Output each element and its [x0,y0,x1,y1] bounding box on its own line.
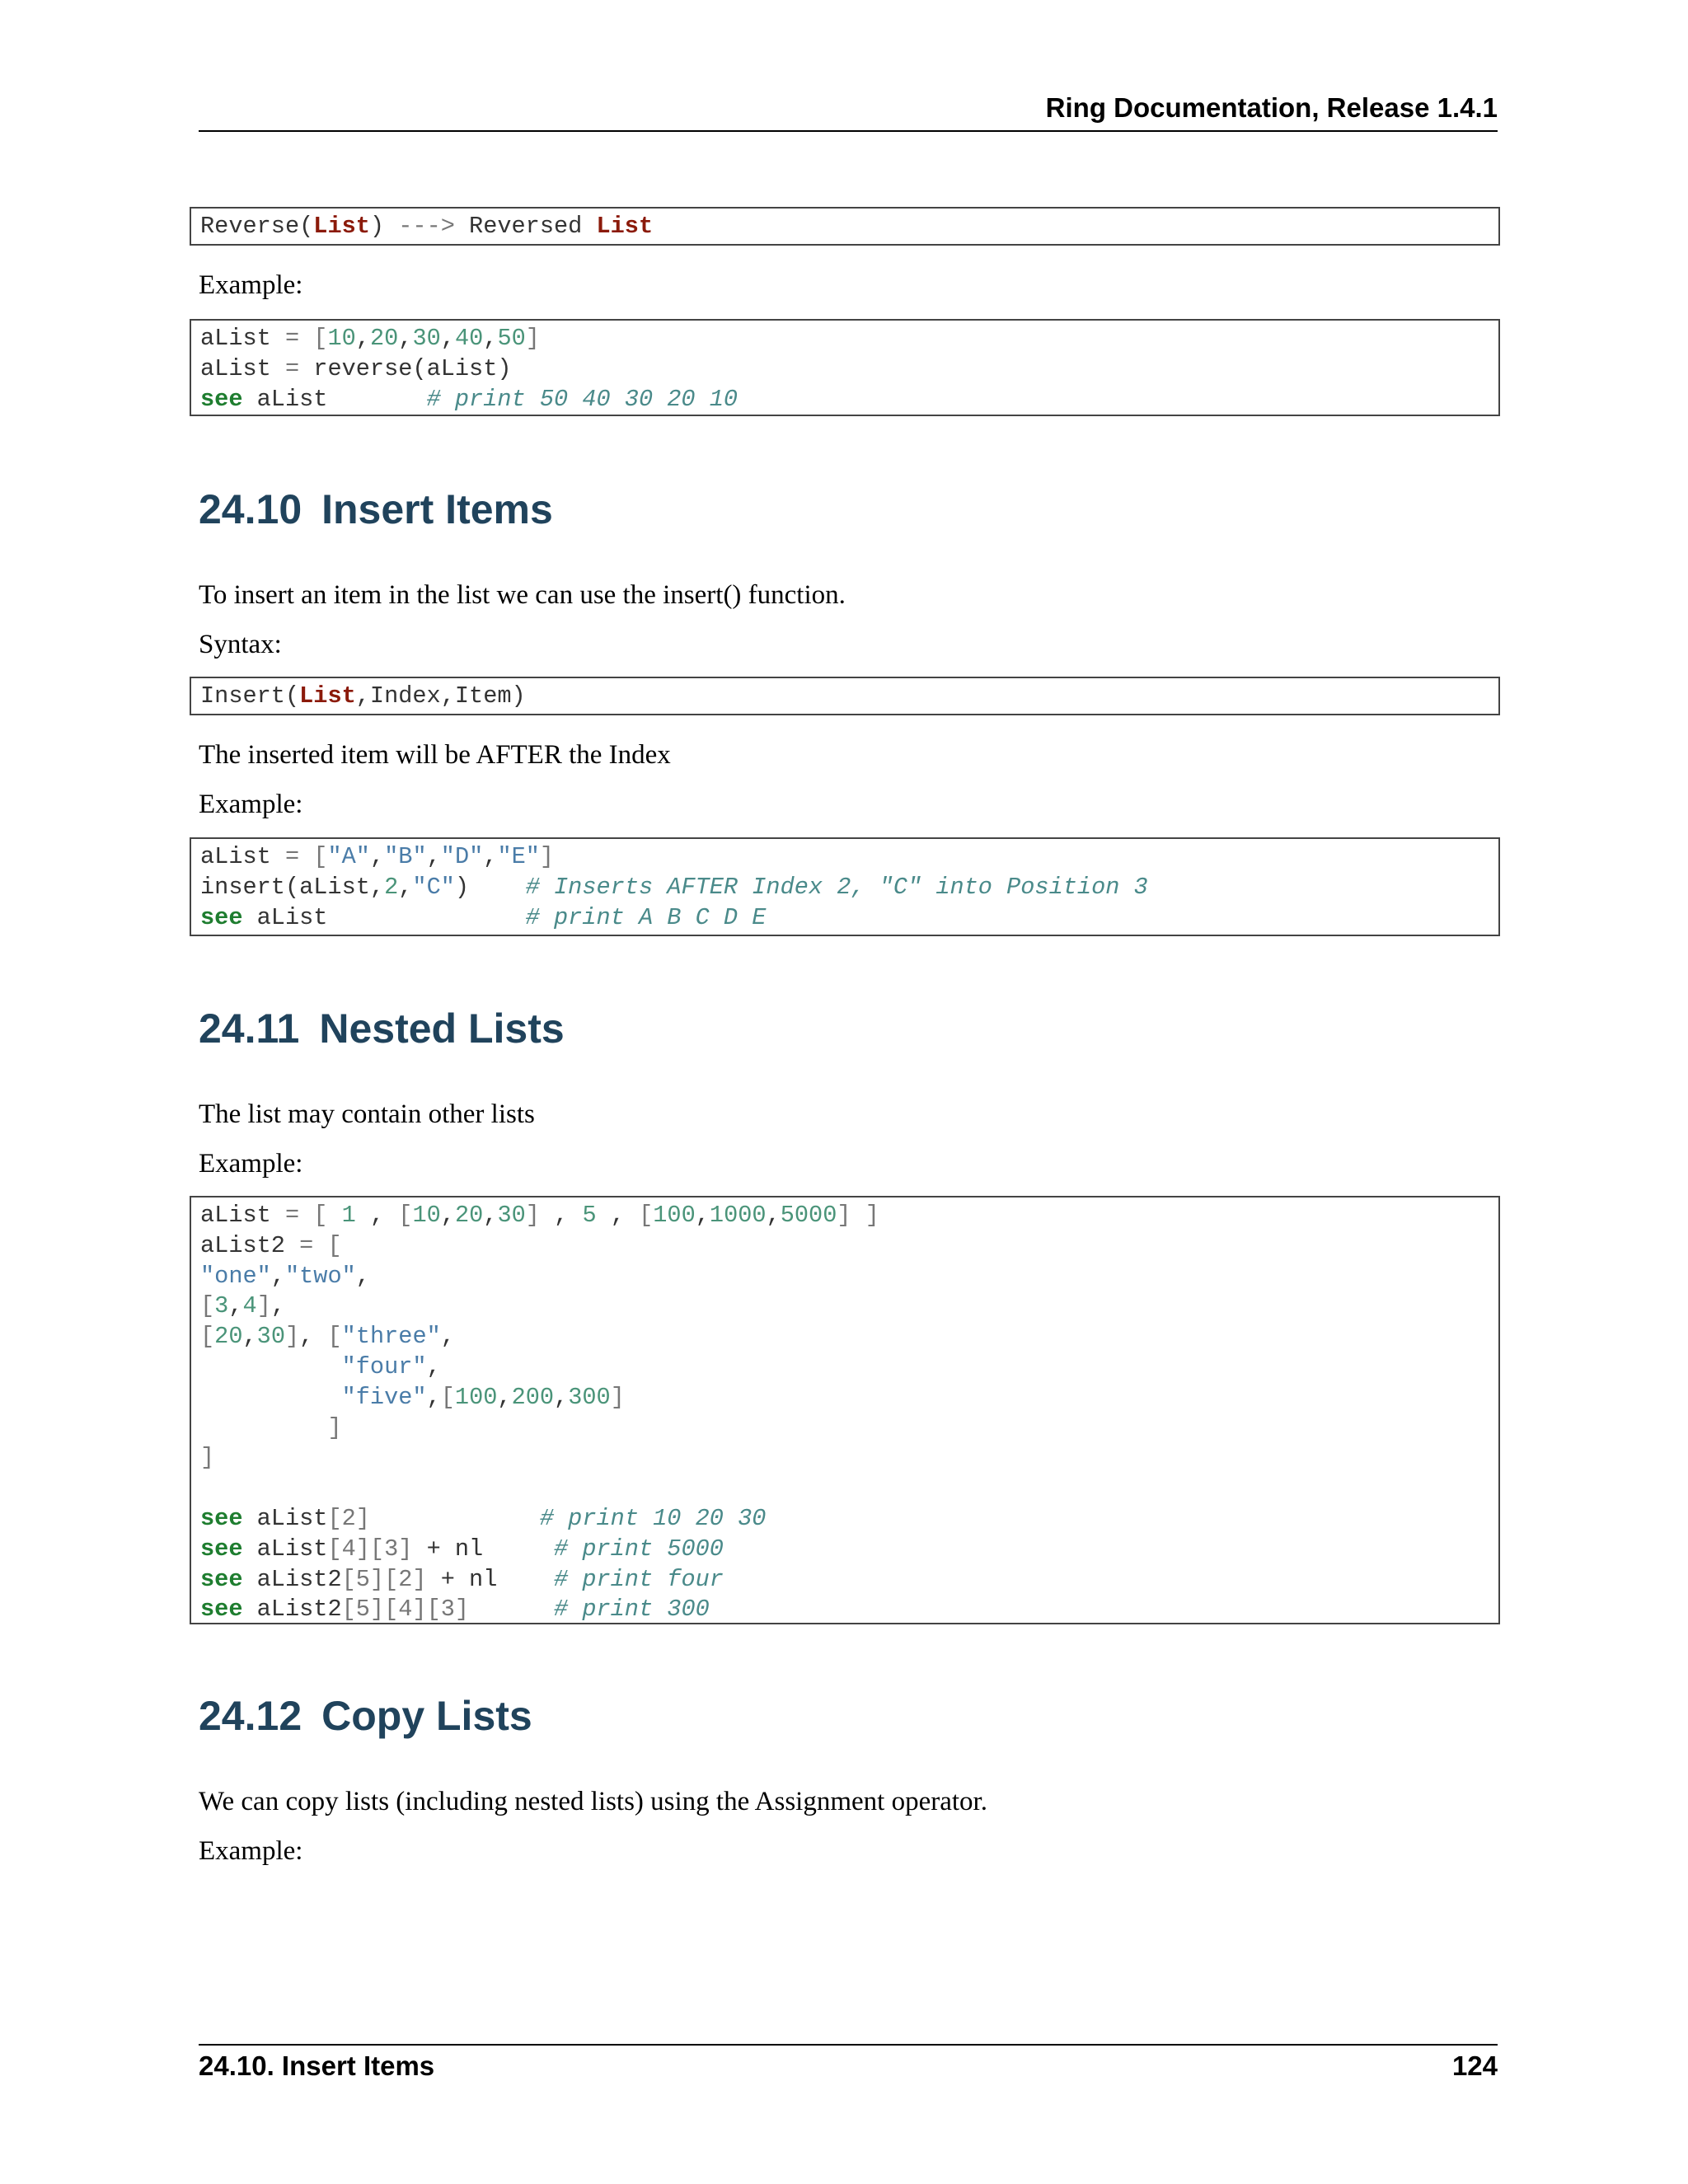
code-token: [ [313,325,328,352]
code-token: 4 [242,1292,257,1320]
code-token: aList2 [242,1565,342,1593]
code-line [200,354,1489,385]
code-token: , [242,1323,257,1351]
code-token: "C" [412,873,455,901]
code-token: Insert( [200,682,300,710]
code-token: , [440,325,455,352]
section-heading-copy-lists [199,1691,532,1741]
code-token: [ [313,843,328,870]
code-line [200,1322,1489,1352]
code-line [200,1383,1489,1413]
code-line [200,1565,1489,1596]
code-token: aList [242,1504,328,1532]
code-token: reverse(aList) [313,354,512,382]
code-token: 1 [341,1202,356,1229]
code-token: List [299,682,356,710]
paragraph: We can copy lists (including nested lists) using the Assignment operator. [199,1787,987,1816]
section-title: Nested Lists [319,1005,565,1052]
code-token: aList [200,354,285,382]
code-token: see [200,1535,243,1563]
code-token: ) [369,213,399,240]
code-token: aList2 [200,1231,300,1259]
example-label: Example: [199,270,303,300]
code-token: 1000 [709,1202,767,1229]
code-token: 300 [568,1383,611,1411]
code-token: , [497,1383,512,1411]
code-token: aList2 [242,1596,342,1624]
code-token: see [200,1565,243,1593]
code-token: 100 [454,1383,498,1411]
code-token: ---> [398,213,455,240]
code-token: ] [525,325,540,352]
code-token: ) [454,873,526,901]
code-token: aList [242,385,427,413]
code-token: 2 [384,873,399,901]
section-number: 24.10 [199,486,302,532]
code-line [200,1535,1489,1565]
code-token: see [200,1596,243,1624]
code-token: + nl [426,1565,555,1593]
paragraph: The inserted item will be AFTER the Index [199,740,671,770]
code-token: , [228,1292,243,1320]
code-line [200,212,1489,242]
syntax-label: Syntax: [199,630,282,659]
footer-divider [199,2044,1498,2046]
code-line [200,1443,1489,1474]
code-block [190,319,1500,416]
paragraph: To insert an item in the list we can use the insert() function. [199,580,846,610]
code-token: ] [256,1292,271,1320]
code-token: , [270,1292,286,1320]
section-number: 24.11 [199,1005,300,1052]
code-token: "five" [341,1383,427,1411]
code-line [200,1291,1489,1322]
code-line [200,324,1489,354]
code-token: , [539,1202,583,1229]
code-token: 40 [454,325,484,352]
code-token: 5000 [780,1202,837,1229]
example-label: Example: [199,790,303,819]
section-heading-nested-lists [199,1004,565,1053]
code-token: , [440,1202,455,1229]
code-token: , [355,1262,370,1290]
code-token [469,1596,554,1623]
code-token: # print four [554,1565,724,1593]
page-number: 124 [1451,2050,1498,2081]
code-token: "one" [200,1262,271,1290]
code-token: = [284,1202,314,1229]
code-token: 5 [582,1202,597,1229]
code-token: aList [200,843,285,870]
code-token: [ [313,1202,342,1229]
code-token: [4][3] [327,1535,413,1563]
code-token: = [284,843,314,870]
code-token: , [270,1262,285,1290]
code-token: [ [440,1383,455,1411]
code-token: aList [200,1202,285,1229]
code-token: "B" [384,843,427,870]
code-token: Reversed [454,213,597,240]
code-token: "E" [497,843,540,870]
code-token: see [200,1504,243,1532]
code-token: = [284,325,314,352]
code-token: Reverse( [200,213,314,240]
code-token: 30 [412,325,441,352]
code-token: # print 5000 [554,1535,724,1563]
code-token: aList [242,1535,328,1563]
code-token: , [355,325,370,352]
code-token: 30 [497,1202,526,1229]
code-token: , [426,1383,441,1411]
code-token: ] [610,1383,625,1411]
code-token: 3 [214,1292,229,1320]
code-token: ] [539,843,555,870]
code-token: "three" [341,1323,441,1351]
section-title: Copy Lists [321,1693,532,1739]
code-token: [5][2] [341,1565,427,1593]
code-token: + nl [412,1535,555,1563]
code-token: "A" [327,843,370,870]
code-token [200,1353,342,1380]
code-token: aList [242,903,526,931]
code-token: ] [525,1202,540,1229]
code-token: , [299,1323,328,1351]
code-block [190,1196,1500,1624]
section-heading-insert-items [199,485,553,534]
code-block [190,837,1500,936]
code-token: , [483,325,498,352]
code-token: [2] [327,1504,370,1532]
code-token: "D" [440,843,484,870]
code-token: ] [200,1444,215,1472]
code-token: # print A B C D E [525,903,767,931]
code-token: [ [200,1323,215,1351]
code-token: [ [639,1202,654,1229]
example-label: Example: [199,1149,303,1179]
example-label: Example: [199,1836,303,1866]
code-token [370,1505,540,1532]
code-block [190,677,1500,715]
code-token: ] ] [837,1202,879,1229]
code-token: List [596,213,654,240]
code-token: , [398,325,413,352]
code-line [200,1504,1489,1535]
code-token: # print 50 40 30 20 10 [426,385,738,413]
code-token: insert(aList, [200,873,385,901]
code-line [200,1262,1489,1292]
footer-section-title: 24.10. Insert Items [199,2050,435,2081]
code-token: , [483,1202,498,1229]
code-line [200,682,1489,712]
code-token: 200 [511,1383,555,1411]
code-block [190,207,1500,246]
code-token: [ [327,1323,342,1351]
code-line [200,1474,1489,1504]
code-token: 20 [214,1323,243,1351]
code-token [200,1384,342,1411]
section-title: Insert Items [321,486,553,532]
code-token: ,Index,Item) [355,682,526,710]
code-token: , [369,843,385,870]
code-token: List [313,213,370,240]
code-token: , [426,1352,441,1380]
code-token: ] [327,1413,342,1441]
code-line [200,842,1489,873]
code-line [200,903,1489,934]
code-token: , [695,1202,710,1229]
code-token: 10 [412,1202,441,1229]
code-line [200,1201,1489,1231]
code-token: [ [200,1292,215,1320]
code-token: # Inserts AFTER Index 2, "C" into Position 3 [525,873,1148,901]
code-token: "two" [284,1262,356,1290]
code-token: [5][4][3] [341,1596,470,1624]
section-number: 24.12 [199,1693,302,1739]
code-line [200,1352,1489,1383]
code-token: , [596,1202,640,1229]
code-token: # print 300 [554,1596,710,1624]
code-line [200,1413,1489,1444]
code-token: 100 [653,1202,696,1229]
code-token: = [284,354,314,382]
code-line [200,1231,1489,1262]
code-token: 20 [369,325,399,352]
code-token: , [766,1202,781,1229]
code-line [200,873,1489,903]
header-divider [199,130,1498,132]
code-token: , [426,843,441,870]
code-token: 10 [327,325,356,352]
code-token: , [440,1323,455,1351]
code-token: 50 [497,325,526,352]
code-token: [ [398,1202,413,1229]
code-token: ] [285,1323,300,1351]
code-token: see [200,385,243,413]
code-token: 30 [256,1323,285,1351]
code-token: , [483,843,498,870]
paragraph: The list may contain other lists [199,1099,535,1129]
code-token: = [ [299,1231,342,1259]
code-token: , [398,873,413,901]
code-token [200,1414,327,1441]
code-token: "four" [341,1352,427,1380]
code-line [200,385,1489,415]
code-token: 20 [454,1202,484,1229]
code-token: aList [200,325,285,352]
code-token: , [554,1383,569,1411]
code-token: # print 10 20 30 [539,1504,767,1532]
code-token: see [200,903,243,931]
code-line [200,1595,1489,1624]
running-header: Ring Documentation, Release 1.4.1 [1045,92,1498,123]
code-token: , [355,1202,399,1229]
